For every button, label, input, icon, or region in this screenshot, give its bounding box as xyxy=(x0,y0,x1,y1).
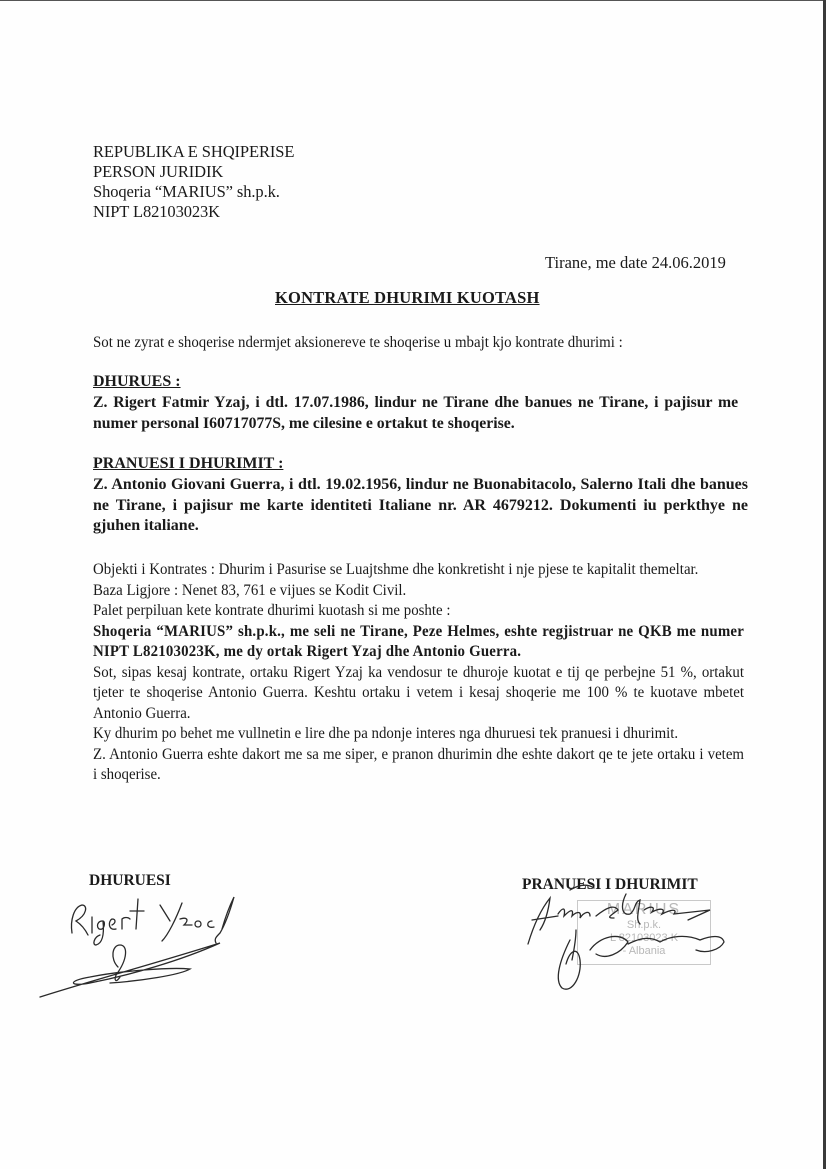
header-country: REPUBLIKA E SHQIPERISE xyxy=(93,142,295,161)
parties-intro: Palet perpiluan kete kontrate dhurimi kuotash si me poshte : xyxy=(93,602,451,619)
contract-object: Objekti i Kontrates : Dhurim i Pasurise se Luajtshme dhe konkretisht i nje pjese te kapitalit themeltar. xyxy=(93,561,699,578)
donor-details: Z. Rigert Fatmir Yzaj, i dtl. 17.07.1986, lindur ne Tirane dhe banues ne Tirane, i pajisur me numer personal I60717077S, me cilesine e ortakut te shoqerise. xyxy=(93,394,739,432)
recipient-label: PRANUESI I DHURIMIT : xyxy=(93,455,284,472)
donor-signature-icon xyxy=(30,885,260,1005)
legal-basis: Baza Ligjore : Nenet 83, 761 e vijues se Kodit Civil. xyxy=(93,581,407,599)
donation-decision: Sot, sipas kesaj kontrate, ortaku Rigert Yzaj ka vendosur te dhuroje kuotat e tij qe perbejne 51 %, ortakut tjeter te shoqerise Antonio Guerra. Keshtu ortaku i vetem i kesaj shoqerie me 100 % te kuotave mbetet Antonio Guerra. xyxy=(93,663,744,722)
stamp-nipt: L 82103023 K xyxy=(609,932,679,944)
document-date: Tirane, me date 24.06.2019 xyxy=(545,253,726,272)
recipient-signature-icon xyxy=(510,880,750,1000)
stamp-company-type: Sh.p.k. xyxy=(626,919,662,931)
recipient-details: Z. Antonio Giovani Guerra, i dtl. 19.02.1956, lindur ne Buonabitacolo, Salerno Itali dhe banues ne Tirane, i pajisur me karte identiteti Italiane nr. AR 4679212. Dokumenti iu perkthye ne gjuhen italiane. xyxy=(93,476,748,534)
donor-label: DHURUES : xyxy=(93,373,181,390)
company-header xyxy=(93,142,294,222)
header-nipt: NIPT L82103023K xyxy=(93,202,220,221)
header-entity-type: PERSON JURIDIK xyxy=(93,162,224,181)
document-title: KONTRATE DHURIMI KUOTASH xyxy=(275,288,540,307)
recipient-signature-label: PRANUESI I DHURIMIT xyxy=(522,876,698,893)
free-will-clause: Ky dhurim po behet me vullnetin e lire dhe pa ndonje interes nga dhuruesi tek pranuesi i dhurimit. xyxy=(93,725,679,742)
company-registration: Shoqeria “MARIUS” sh.p.k., me seli ne Tirane, Peze Helmes, eshte regjistruar ne QKB me numer NIPT L82103023K, me dy ortak Rigert Yzaj dhe Antonio Guerra. xyxy=(93,622,744,660)
acceptance-clause: Z. Antonio Guerra eshte dakort me sa me siper, e pranon dhurimin dhe eshte dakort qe te jete ortaku i vetem i shoqerise. xyxy=(93,745,744,783)
contract-body xyxy=(93,560,744,786)
donor-signature-label: DHURUESI xyxy=(89,872,171,889)
stamp-company-name: MARIUS xyxy=(606,901,682,918)
header-company-name: Shoqeria “MARIUS” sh.p.k. xyxy=(93,182,280,201)
intro-paragraph: Sot ne zyrat e shoqerise ndermjet aksionereve te shoqerise u mbajt kjo kontrate dhurimi : xyxy=(93,334,623,351)
scan-edge-top xyxy=(0,0,826,1)
stamp-country: - Albania xyxy=(622,945,666,957)
